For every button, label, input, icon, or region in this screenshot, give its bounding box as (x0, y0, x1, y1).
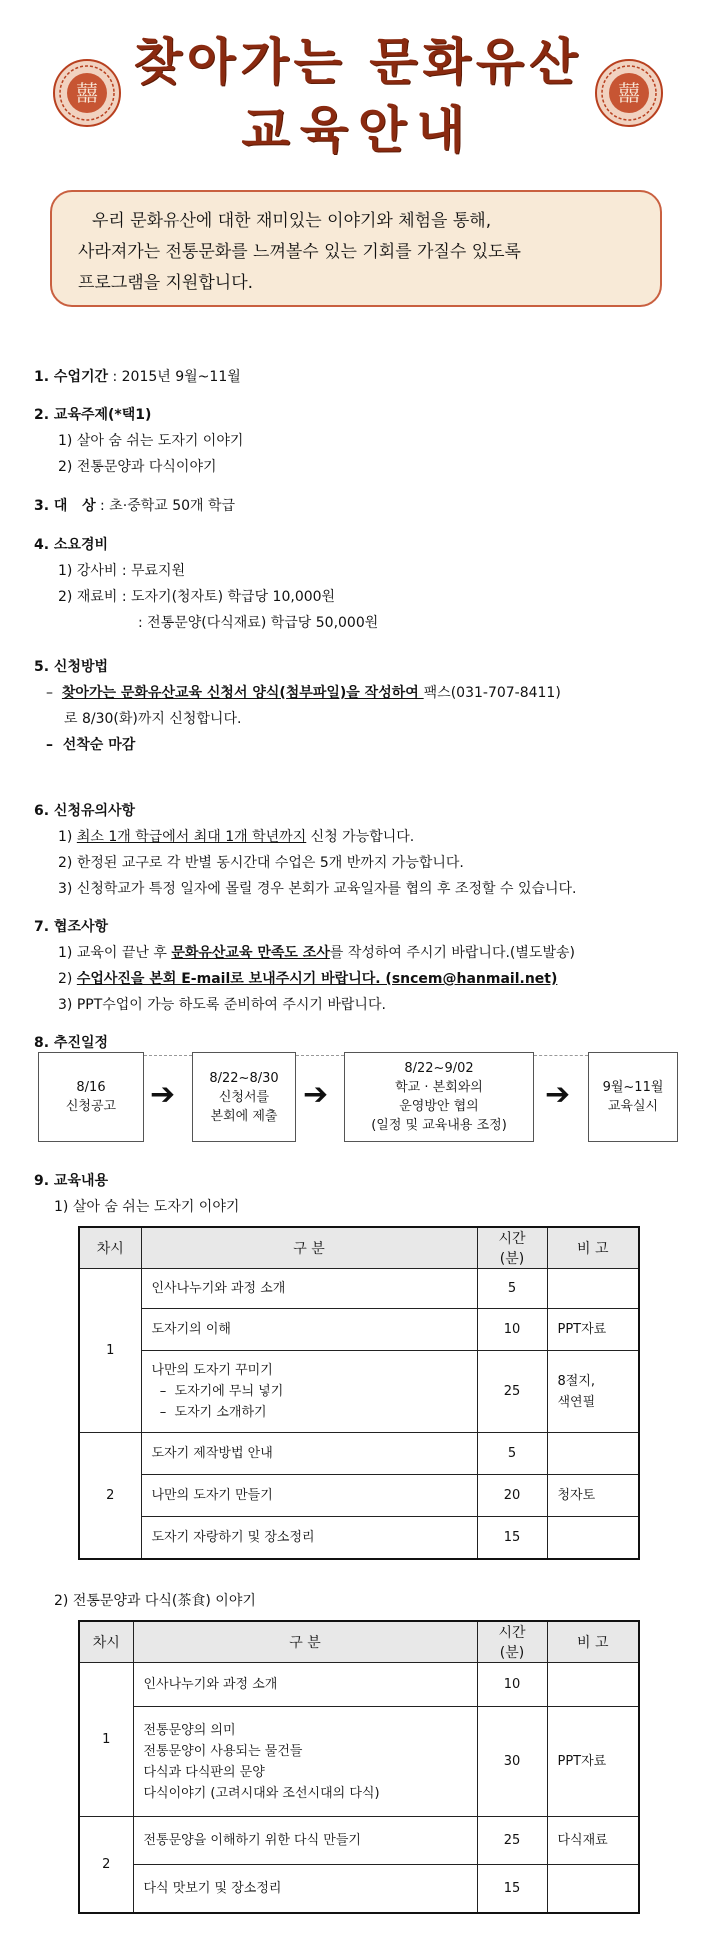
content-cell (133, 1865, 477, 1913)
course-table-2 (78, 1620, 640, 1914)
section-7-l1-emphasis: 문화유산교육 만족도 조사 (171, 945, 330, 961)
time-cell: 10 (477, 1663, 547, 1707)
note-cell (547, 1269, 639, 1309)
section-9-title: 9. 교육내용 (34, 1173, 109, 1189)
section-6-l1-prefix: 1) (58, 829, 77, 845)
seal-char-right: 囍 (617, 82, 641, 107)
content-line: 전통문양을 이해하기 위한 다식 만들기 (143, 1833, 361, 1848)
note-cell (547, 1817, 639, 1865)
section-6-line3: 3) 신청학교가 특정 일자에 몰릴 경우 본회가 교육일자를 협의 후 조정할 수 있습니다. (58, 881, 577, 897)
section-7-l1-suffix: 를 작성하여 주시기 바랍니다.(별도발송) (329, 945, 575, 961)
content-line: 전통문양의 의미 (143, 1722, 236, 1738)
note-line: 다식재료 (557, 1833, 608, 1848)
schedule-connector (534, 1055, 588, 1056)
section-6-line2: 2) 한정된 교구로 각 반별 동시간대 수업은 5개 반까지 가능합니다. (58, 855, 464, 871)
content-cell (141, 1309, 477, 1351)
table-row (79, 1663, 639, 1707)
time-cell: 25 (477, 1817, 547, 1865)
section-5-line3: – 선착순 마감 (46, 737, 136, 753)
note-cell (547, 1433, 639, 1475)
section-1 (34, 366, 241, 386)
content-line: – 도자기에 무늬 넣기 (151, 1384, 284, 1399)
time-cell: 30 (477, 1707, 547, 1817)
col-header-note: 비 고 (547, 1227, 639, 1269)
section-2-item: 1) 살아 숨 쉬는 도자기 이야기 (58, 433, 244, 449)
schedule-step (344, 1052, 534, 1142)
content-cell (133, 1663, 477, 1707)
note-cell (547, 1351, 639, 1433)
note-line: 청자토 (557, 1488, 596, 1503)
section-3-title: 3. 대 상 (34, 498, 96, 514)
section-5-dash: – (46, 685, 62, 701)
section-6-l1-underline: 최소 1개 학급에서 최대 1개 학년까지 (76, 829, 307, 845)
schedule-connector (296, 1055, 344, 1056)
note-line: 색연필 (557, 1394, 596, 1410)
section-7-line2 (58, 968, 557, 988)
page-title-line1: 찾아가는 문화유산 (133, 32, 583, 91)
schedule-step-date: 8/22~8/30 (209, 1070, 279, 1086)
content-line: 도자기 자랑하기 및 장소정리 (151, 1529, 315, 1545)
section-6-title: 6. 신청유의사항 (34, 803, 136, 819)
content-line: 도자기의 이해 (151, 1322, 231, 1337)
time-cell: 5 (477, 1433, 547, 1475)
note-cell (547, 1865, 639, 1913)
intro-box (50, 190, 662, 307)
table-row (79, 1817, 639, 1865)
schedule-step-date: 8/22~9/02 (404, 1061, 474, 1076)
schedule-step-text: 본회에 제출 (210, 1108, 278, 1124)
section-9-sub1: 1) 살아 숨 쉬는 도자기 이야기 (54, 1199, 240, 1215)
schedule-step-text: 신청공고 (65, 1099, 117, 1114)
schedule-step (192, 1052, 296, 1142)
table-row (79, 1269, 639, 1309)
content-line: 전통문양이 사용되는 물건들 (143, 1743, 303, 1759)
note-line: PPT자료 (557, 1322, 607, 1337)
time-cell: 20 (477, 1475, 547, 1517)
col-header-session: 차시 (79, 1227, 141, 1269)
time-cell: 10 (477, 1309, 547, 1351)
col-header-time: 시간(분) (477, 1621, 547, 1663)
col-header-time: 시간(분) (477, 1227, 547, 1269)
table-row (79, 1707, 639, 1817)
content-cell (141, 1433, 477, 1475)
session-cell: 2 (79, 1817, 133, 1913)
session-cell: 2 (79, 1433, 141, 1559)
section-2-title: 2. 교육주제(*택1) (34, 407, 152, 423)
section-5-title: 5. 신청방법 (34, 659, 109, 675)
schedule-step-text: 신청서를 (218, 1089, 270, 1105)
table-row (79, 1475, 639, 1517)
section-6-l1-suffix: 신청 가능합니다. (306, 829, 415, 845)
arrow-right-icon: ➔ (150, 1077, 176, 1112)
note-cell (547, 1309, 639, 1351)
section-1-value: : 2015년 9월~11월 (108, 369, 241, 385)
col-header-session: 차시 (79, 1621, 133, 1663)
schedule-step-text: (일정 및 교육내용 조정) (371, 1118, 507, 1133)
section-3-value: : 초·중학교 50개 학급 (95, 498, 236, 514)
section-7-l1-prefix: 1) 교육이 끝난 후 (58, 945, 172, 961)
section-5-emphasis: 찾아가는 문화유산교육 신청서 양식(첨부파일)을 작성하여 (61, 685, 424, 701)
note-cell (547, 1663, 639, 1707)
content-cell (133, 1817, 477, 1865)
schedule-step (588, 1052, 678, 1142)
section-7-line1 (58, 942, 575, 962)
note-cell (547, 1517, 639, 1559)
section-5-line1 (46, 682, 561, 702)
schedule-step-text: 운영방안 협의 (399, 1099, 479, 1114)
content-line: 나만의 도자기 꾸미기 (151, 1363, 273, 1378)
arrow-right-icon: ➔ (545, 1077, 571, 1112)
section-1-title: 1. 수업기간 (34, 369, 109, 385)
time-cell: 25 (477, 1351, 547, 1433)
section-3 (34, 495, 235, 515)
schedule-step-date: 8/16 (76, 1080, 106, 1095)
note-cell (547, 1475, 639, 1517)
table-row (79, 1865, 639, 1913)
schedule-step-text: 교육실시 (607, 1099, 659, 1114)
note-line: 8절지, (557, 1373, 596, 1389)
content-line: 다식이야기 (고려시대와 조선시대의 다식) (143, 1785, 380, 1801)
section-2-item: 2) 전통문양과 다식이야기 (58, 459, 217, 475)
content-line: – 도자기 소개하기 (151, 1405, 267, 1420)
content-cell (141, 1269, 477, 1309)
content-line: 나만의 도자기 만들기 (151, 1488, 273, 1503)
arrow-right-icon: ➔ (303, 1077, 329, 1112)
section-7-l2-emphasis: 수업사진을 본회 E-mail로 보내주시기 바랍니다. (sncem@hanmail.net) (76, 971, 558, 987)
section-9-sub2: 2) 전통문양과 다식(茶食) 이야기 (54, 1593, 256, 1609)
session-cell: 1 (79, 1663, 133, 1817)
section-7-line3: 3) PPT수업이 가능 하도록 준비하여 주시기 바랍니다. (58, 997, 386, 1013)
content-line: 다식 맛보기 및 장소정리 (143, 1880, 282, 1896)
table-row (79, 1433, 639, 1475)
time-cell: 15 (477, 1865, 547, 1913)
course-table-1 (78, 1226, 640, 1560)
seal-char-left: 囍 (75, 82, 99, 107)
content-line: 다식과 다식판의 문양 (143, 1764, 265, 1780)
section-7-l2-prefix: 2) (58, 971, 77, 987)
page-title-line2: 교육안내 (241, 100, 475, 159)
section-4-line: : 전통문양(다식재료) 학급당 50,000원 (138, 615, 379, 631)
time-cell: 5 (477, 1269, 547, 1309)
session-cell: 1 (79, 1269, 141, 1433)
schedule-connector (144, 1055, 192, 1056)
intro-line: 프로그램을 지원합니다. (78, 273, 254, 293)
col-header-note: 비 고 (547, 1621, 639, 1663)
section-8-title: 8. 추진일정 (34, 1035, 109, 1051)
table-row (79, 1517, 639, 1559)
col-header-content: 구 분 (133, 1621, 477, 1663)
intro-line: 우리 문화유산에 대한 재미있는 이야기와 체험을 통해, (92, 211, 492, 231)
section-4-title: 4. 소요경비 (34, 537, 109, 553)
content-cell (141, 1475, 477, 1517)
section-4-line: 1) 강사비 : 무료지원 (58, 563, 186, 579)
section-7-title: 7. 협조사항 (34, 919, 109, 935)
content-cell (141, 1517, 477, 1559)
section-5-fax: 팩스(031-707-8411) (423, 685, 561, 701)
table-row (79, 1309, 639, 1351)
table-row (79, 1351, 639, 1433)
header (0, 0, 716, 175)
note-cell (547, 1707, 639, 1817)
time-cell: 15 (477, 1517, 547, 1559)
section-6-line1 (58, 826, 414, 846)
note-line: PPT자료 (557, 1754, 607, 1769)
content-cell (141, 1351, 477, 1433)
section-5-line2: 로 8/30(화)까지 신청합니다. (64, 711, 242, 727)
intro-line: 사라져가는 전통문화를 느껴볼수 있는 기회를 가질수 있도록 (78, 242, 521, 262)
content-line: 인사나누기와 과정 소개 (151, 1281, 286, 1296)
content-cell (133, 1707, 477, 1817)
col-header-content: 구 분 (141, 1227, 477, 1269)
content-line: 도자기 제작방법 안내 (151, 1446, 273, 1461)
schedule-step-text: 학교 · 본회와의 (395, 1080, 483, 1095)
schedule-step-date: 9월~11월 (602, 1080, 664, 1095)
section-4-line: 2) 재료비 : 도자기(청자토) 학급당 10,000원 (58, 589, 336, 605)
table-header-row (79, 1621, 639, 1663)
content-line: 인사나누기와 과정 소개 (143, 1677, 278, 1692)
schedule-step (38, 1052, 144, 1142)
table-header-row (79, 1227, 639, 1269)
